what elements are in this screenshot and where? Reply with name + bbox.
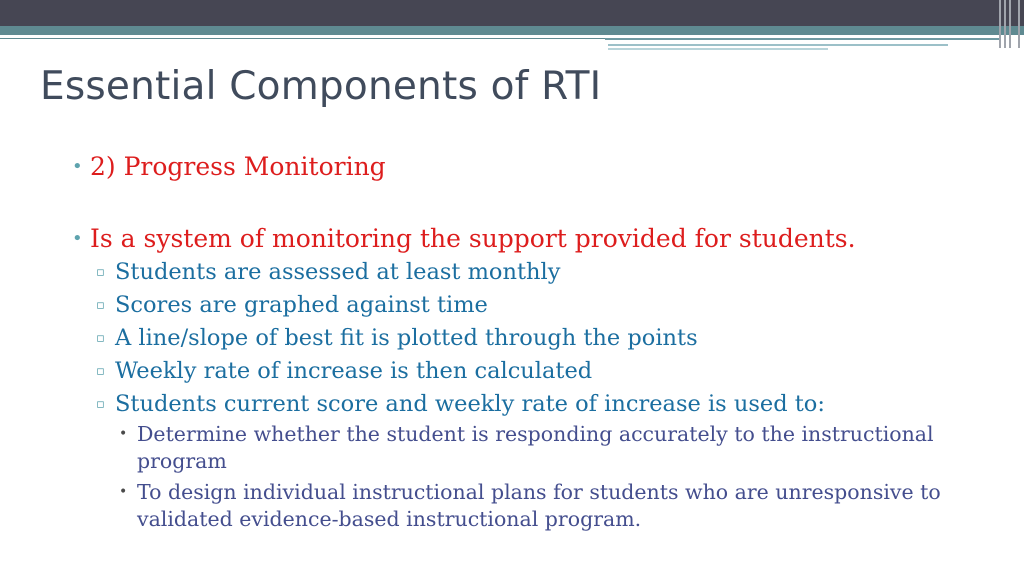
sub-bullet-best-fit-line: ▫ A line/slope of best fit is plotted through the points bbox=[96, 322, 992, 355]
sub-bullet-weekly-rate: ▫ Weekly rate of increase is then calculated bbox=[96, 355, 992, 388]
sub-bullet-score-used-to: ▫ Students current score and weekly rate of increase is used to: bbox=[96, 388, 992, 421]
slide-body bbox=[72, 150, 992, 533]
header-rule-accent bbox=[605, 38, 1000, 40]
bullet-progress-monitoring: • 2) Progress Monitoring bbox=[72, 150, 992, 184]
header-accent-line bbox=[608, 44, 948, 46]
header-rule bbox=[0, 38, 605, 39]
slide-title: Essential Components of RTI bbox=[40, 64, 602, 109]
header-vertical-bars bbox=[996, 0, 1024, 48]
sub-sub-bullet-determine-response: • Determine whether the student is responding accurately to the instructional program bbox=[118, 421, 992, 475]
bullet-system-description: • Is a system of monitoring the support provided for students. bbox=[72, 222, 992, 256]
header-bar bbox=[0, 0, 1024, 26]
sub-bullet-assessed-monthly: ▫ Students are assessed at least monthly bbox=[96, 256, 992, 289]
header-stripe bbox=[0, 26, 1024, 35]
sub-sub-bullet-design-plans: • To design individual instructional plans for students who are unresponsive to validated evidence-based instructional program. bbox=[118, 479, 992, 533]
header-accent-line bbox=[608, 48, 828, 50]
sub-bullet-scores-graphed: ▫ Scores are graphed against time bbox=[96, 289, 992, 322]
bullet-spacer bbox=[72, 184, 992, 222]
